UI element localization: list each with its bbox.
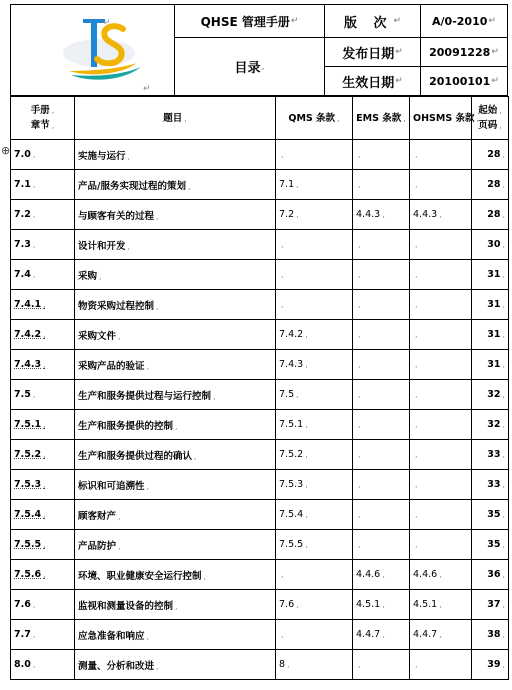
title-cell: 设计和开发 , [75,230,276,260]
ems-cell: , [353,650,410,680]
page-cell-text: 35 [487,509,501,520]
ohsms-cell-text: 4.4.3 [413,209,438,220]
title-cell: 环境、职业健康安全运行控制 , [75,560,276,590]
table-row [11,410,509,440]
title-cell: 应急准备和响应 , [75,620,276,650]
ems-cell: , [353,290,410,320]
section-cell: 7.4.3 , [11,350,75,380]
page-cell-text: 38 [487,629,501,640]
title-cell-text: 采购 [78,270,98,282]
page-cell-text: 28 [487,209,501,220]
section-cell: 7.5.1 , [11,410,75,440]
page-cell: 31 , [472,350,509,380]
title-cell: 产品/服务实现过程的策划 , [75,170,276,200]
effective-date-label: 生效日期 ↵ [325,67,421,95]
ems-cell: 4.4.7 , [353,620,410,650]
title-cell-text: 产品/服务实现过程的策划 [78,180,186,192]
qms-cell-text: 7.5 [279,389,295,400]
qms-cell-text: 7.4.3 [279,359,304,370]
title-cell-text: 监视和测量设备的控制 [78,600,174,612]
section-cell-text: 7.0 [14,149,31,160]
document-header [10,4,508,96]
ohsms-cell-text: 4.5.1 [413,599,438,610]
ems-cell: 4.5.1 , [353,590,410,620]
page-cell: 39 , [472,650,509,680]
edition-label-text: 版 次 [343,15,393,31]
page-cell-text: 36 [487,569,501,580]
header-ohsms: OHSMS 条款 , [410,97,472,140]
page-cell: 38 , [472,620,509,650]
qms-cell: , [276,290,353,320]
section-cell-text: 7.5.1 [14,419,42,430]
header-section: 手册 , 章节 , [11,97,75,140]
section-cell: 7.5 , [11,380,75,410]
title-cell: 产品防护 , [75,530,276,560]
qms-cell: 7.4.3 , [276,350,353,380]
logo-cell [11,5,175,95]
ems-cell: , [353,260,410,290]
title-cell-text: 实施与运行 [78,150,126,162]
ems-cell-text: 4.5.1 [356,599,381,610]
ems-cell: , [353,140,410,170]
issue-date-value: 20091228 ↵ [421,38,507,67]
contents-table [10,96,509,680]
title-cell-text: 与顾客有关的过程 [78,210,155,222]
ohsms-cell: , [410,260,472,290]
qms-cell: 7.5.5 , [276,530,353,560]
title-cell: 生产和服务提供的控制 , [75,410,276,440]
page-cell: 36 , [472,560,509,590]
page-cell: 28 , [472,200,509,230]
qms-cell: , [276,560,353,590]
header-page: 起始 , 页码 , [472,97,509,140]
ems-cell: , [353,380,410,410]
header-title-text: 题目 [163,112,183,124]
title-cell-text: 产品防护 [78,540,117,552]
ohsms-cell-text: 4.4.6 [413,569,438,580]
title-cell-text: 标识和可追溯性 [78,480,145,492]
section-cell: 7.6 , [11,590,75,620]
qms-cell: 7.2 , [276,200,353,230]
section-cell: 7.5.3 , [11,470,75,500]
qms-cell-text: 7.5.4 [279,509,304,520]
table-row [11,260,509,290]
title-cell-text: 物资采购过程控制 [78,300,155,312]
header-qms: QMS 条款 , [276,97,353,140]
page-cell-text: 35 [487,539,501,550]
section-cell-text: 7.4.2 [14,329,42,340]
ohsms-cell: , [410,470,472,500]
ems-cell-text: 4.4.3 [356,209,381,220]
title-cell-text: 应急准备和响应 [78,630,145,642]
page-cell: 32 , [472,410,509,440]
page-cell: 35 , [472,530,509,560]
qms-cell: 7.5.2 , [276,440,353,470]
ohsms-cell: , [410,290,472,320]
table-row [11,140,509,170]
page-cell-text: 28 [487,149,501,160]
header-page-line2: 页码 [478,120,498,131]
qms-cell: , [276,230,353,260]
ohsms-cell: , [410,140,472,170]
ohsms-cell: , [410,350,472,380]
qms-cell-text: 7.4.2 [279,329,304,340]
page-cell: 33 , [472,470,509,500]
title-cell-text: 顾客财产 [78,510,117,522]
issue-date-value-text: 20091228 [429,45,491,59]
effective-date-value: 20100101 ↵ [429,74,499,88]
qms-cell: 7.1 , [276,170,353,200]
edition-value-text: A/0-2010 [432,14,488,28]
ohsms-cell: , [410,410,472,440]
page-cell-text: 28 [487,179,501,190]
title-cell-text: 采购文件 [78,330,117,342]
qms-cell: , [276,620,353,650]
table-row [11,590,509,620]
table-move-handle-icon[interactable]: ⊕ [1,144,11,157]
table-row [11,620,509,650]
section-cell-text: 7.5.6 [14,569,42,580]
qms-cell-text: 7.5.5 [279,539,304,550]
section-cell: 7.2 , [11,200,75,230]
page-cell-text: 33 [487,449,501,460]
table-row [11,470,509,500]
page-cell: 31 , [472,290,509,320]
page-cell-text: 39 [487,659,501,670]
title-cell: 采购产品的验证 , [75,350,276,380]
ems-cell-text: 4.4.7 [356,629,381,640]
ems-cell: , [353,230,410,260]
page-cell-text: 37 [487,599,501,610]
header-section-line2: 章节 [30,120,50,131]
section-cell-text: 7.4.3 [14,359,42,370]
section-cell-text: 7.7 [14,629,31,640]
ems-cell: 4.4.3 , [353,200,410,230]
table-row [11,200,509,230]
section-cell-text: 7.5.5 [14,539,42,550]
qms-cell: 7.5 , [276,380,353,410]
qms-cell: , [276,260,353,290]
section-cell-text: 7.4 [14,269,31,280]
ems-cell-text: 4.4.6 [356,569,381,580]
section-cell-text: 7.5.4 [14,509,42,520]
page-cell: 30 , [472,230,509,260]
qms-cell: 7.4.2 , [276,320,353,350]
table-row [11,440,509,470]
title-cell: 实施与运行 , [75,140,276,170]
effective-date-label-text: 生效日期 [342,75,395,91]
title-cell: 物资采购过程控制 , [75,290,276,320]
ems-cell: , [353,440,410,470]
header-title: 题目 , [75,97,276,140]
qms-cell: , [276,140,353,170]
table-row [11,380,509,410]
svg-text:↵: ↵ [143,84,151,94]
section-cell-text: 7.1 [14,179,31,190]
section-cell-text: 7.5 [14,389,31,400]
section-cell: 7.5.5 , [11,530,75,560]
ohsms-cell: , [410,230,472,260]
ems-cell: 4.4.6 , [353,560,410,590]
title-cell-text: 生产和服务提供的控制 [78,420,174,432]
section-cell: 7.1 , [11,170,75,200]
section-cell: 7.0 , [11,140,75,170]
title-cell: 采购文件 , [75,320,276,350]
ems-cell: , [353,320,410,350]
title-cell-text: 测量、分析和改进 [78,660,155,672]
section-cell-text: 7.5.2 [14,449,42,460]
table-row [11,170,509,200]
title-cell-text: 设计和开发 [78,240,126,252]
ems-cell: , [353,410,410,440]
ohsms-cell: 4.4.3 , [410,200,472,230]
section-cell: 7.4.1 , [11,290,75,320]
title-cell-text: 环境、职业健康安全运行控制 [78,570,202,582]
page-cell-text: 33 [487,479,501,490]
ohsms-cell: , [410,500,472,530]
ems-cell: , [353,530,410,560]
page-cell: 31 , [472,320,509,350]
page-cell: 32 , [472,380,509,410]
document-name-text: 目录 [234,61,261,76]
section-cell: 7.5.2 , [11,440,75,470]
qms-cell-text: 7.1 [279,179,295,190]
qms-cell: 7.5.3 , [276,470,353,500]
ohsms-cell: 4.4.6 , [410,560,472,590]
table-row [11,650,509,680]
qms-cell: 7.5.1 , [276,410,353,440]
edition-label: 版 次 ↵ [325,5,421,38]
page-cell-text: 31 [487,299,501,310]
manual-title-text: QHSE 管理手册 [200,14,290,29]
document-name: 目录 , [175,38,325,95]
section-cell: 7.5.4 , [11,500,75,530]
page-cell-text: 32 [487,419,501,430]
table-row [11,530,509,560]
table-header-row [11,97,509,140]
header-qms-text: QMS 条款 [288,112,336,124]
is-letters-logo-icon [11,5,175,95]
header-ohsms-text: OHSMS 条款 [413,112,475,124]
title-cell: 采购 , [75,260,276,290]
qms-cell: 7.6 , [276,590,353,620]
section-cell: 8.0 , [11,650,75,680]
section-cell: 7.4 , [11,260,75,290]
qms-cell-text: 7.5.2 [279,449,304,460]
page-cell: 31 , [472,260,509,290]
title-cell: 标识和可追溯性 , [75,470,276,500]
section-cell: 7.3 , [11,230,75,260]
effective-date-value-text: 20100101 [429,74,491,88]
page-cell: 33 , [472,440,509,470]
ohsms-cell: , [410,170,472,200]
ohsms-cell: , [410,530,472,560]
page-cell: 28 , [472,170,509,200]
ohsms-cell: , [410,650,472,680]
issue-date-label: 发布日期 ↵ [325,38,421,67]
qms-cell: 7.5.4 , [276,500,353,530]
section-cell-text: 7.6 [14,599,31,610]
section-cell: 7.5.6 , [11,560,75,590]
section-cell-text: 7.5.3 [14,479,42,490]
ems-cell: , [353,350,410,380]
edition-value: A/0-2010 ↵ [421,5,507,38]
title-cell: 生产和服务提供过程与运行控制 , [75,380,276,410]
table-body [11,140,509,680]
ohsms-cell: 4.5.1 , [410,590,472,620]
title-cell: 生产和服务提供过程的确认 , [75,440,276,470]
title-cell: 监视和测量设备的控制 , [75,590,276,620]
qms-cell-text: 7.2 [279,209,295,220]
page-cell-text: 31 [487,329,501,340]
section-cell-text: 7.4.1 [14,299,42,310]
table-row [11,320,509,350]
section-cell-text: 7.3 [14,239,31,250]
page-cell-text: 30 [487,239,501,250]
issue-date-label-text: 发布日期 [342,46,395,62]
title-cell-text: 采购产品的验证 [78,360,145,372]
table-row [11,230,509,260]
title-cell: 顾客财产 , [75,500,276,530]
ems-cell: , [353,500,410,530]
qms-cell-text: 8 [279,659,286,670]
ohsms-cell: , [410,440,472,470]
svg-text:↵: ↵ [103,18,111,28]
page-cell: 35 , [472,500,509,530]
ohsms-cell: 4.4.7 , [410,620,472,650]
title-cell: 与顾客有关的过程 , [75,200,276,230]
title-cell: 测量、分析和改进 , [75,650,276,680]
table-row [11,350,509,380]
qms-cell-text: 7.6 [279,599,295,610]
page-cell: 37 , [472,590,509,620]
page-cell-text: 32 [487,389,501,400]
header-section-line1: 手册 [30,105,50,116]
section-cell-text: 8.0 [14,659,31,670]
ems-cell: , [353,170,410,200]
page-cell-text: 31 [487,269,501,280]
page-cell: 28 , [472,140,509,170]
ohsms-cell: , [410,320,472,350]
title-cell-text: 生产和服务提供过程的确认 [78,450,193,462]
ohsms-cell: , [410,380,472,410]
header-page-line1: 起始 [478,105,498,116]
table-row [11,500,509,530]
section-cell: 7.4.2 , [11,320,75,350]
section-cell-text: 7.2 [14,209,31,220]
ems-cell: , [353,470,410,500]
title-cell-text: 生产和服务提供过程与运行控制 [78,390,212,402]
table-row [11,290,509,320]
section-cell: 7.7 , [11,620,75,650]
ohsms-cell-text: 4.4.7 [413,629,438,640]
qms-cell: 8 , [276,650,353,680]
manual-title: QHSE 管理手册 ↵ [175,5,325,38]
header-ems-text: EMS 条款 [356,112,402,124]
header-ems: EMS 条款 , [353,97,410,140]
qms-cell-text: 7.5.1 [279,419,304,430]
page-cell-text: 31 [487,359,501,370]
table-row [11,560,509,590]
qms-cell-text: 7.5.3 [279,479,304,490]
